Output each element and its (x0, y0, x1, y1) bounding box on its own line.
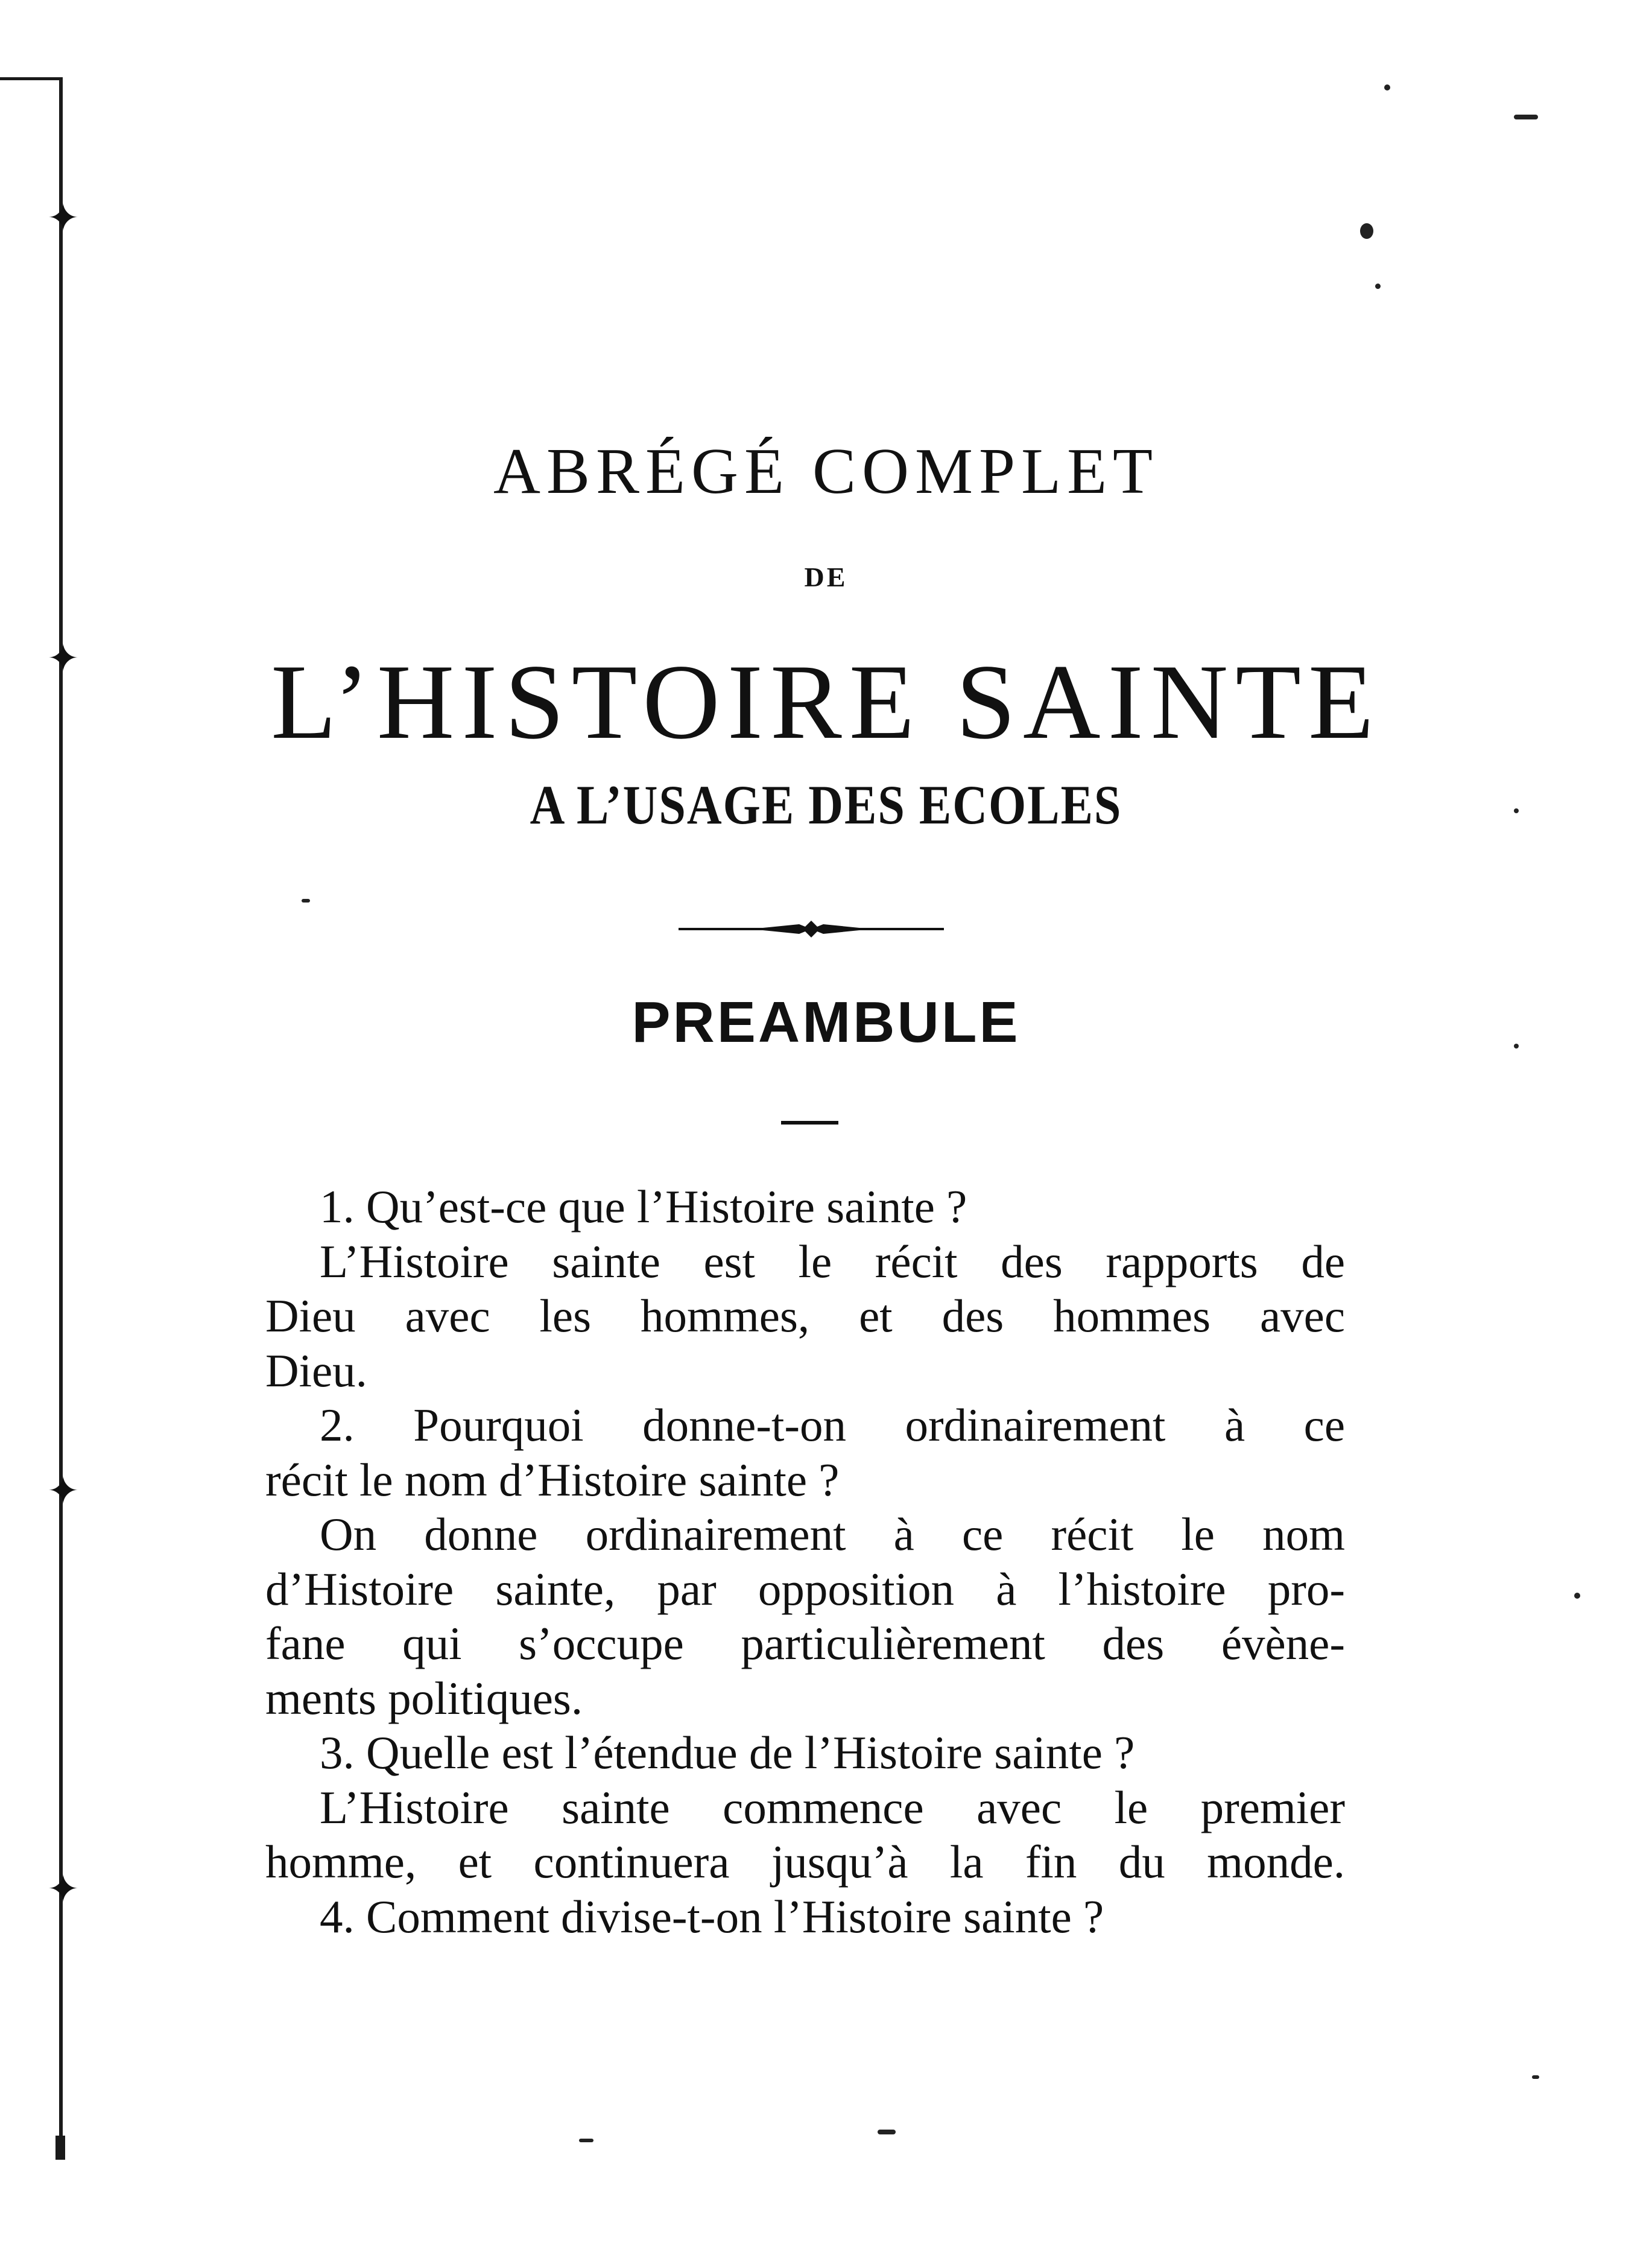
binding-ornament-icon: ✦ (47, 636, 80, 681)
text-line: 3. Quelle est l’étendue de l’Histoire sainte ? (320, 1727, 1135, 1778)
body-text (265, 1179, 1345, 1944)
binding-edge-top (0, 77, 63, 80)
text-line: homme, et continuera jusqu’à la fin du monde. (265, 1836, 1345, 1888)
binding-margin-line (59, 78, 63, 2154)
scan-speck (1574, 1593, 1580, 1599)
binding-ornament-icon: ✦ (47, 196, 80, 241)
book-subtitle: A L’USAGE DES ECOLES (530, 775, 1122, 836)
scan-speck (878, 2130, 896, 2134)
scan-speck (1514, 115, 1538, 119)
text-line: 1. Qu’est-ce que l’Histoire sainte ? (320, 1181, 967, 1233)
scan-speck (1375, 284, 1381, 289)
text-line: d’Histoire sainte, par opposition à l’histoire pro- (265, 1562, 1345, 1615)
binding-ornament-icon: ✦ (47, 1867, 80, 1912)
fleuron-rule-icon (679, 917, 944, 941)
text-line: Dieu avec les hommes, et des hommes avec (265, 1290, 1345, 1342)
text-line: 4. Comment divise-t-on l’Histoire sainte ? (320, 1890, 1104, 1943)
binding-ornament-icon: ✦ (47, 1469, 80, 1514)
book-title-line-1: ABRÉGÉ COMPLET (493, 436, 1159, 507)
binding-edge-bottom (55, 2136, 65, 2160)
scan-speck (1384, 84, 1390, 90)
text-line: 2. Pourquoi donne-t-on ordinairement à ce (320, 1399, 1345, 1451)
book-title-connector: DE (804, 562, 848, 592)
scan-speck (1360, 223, 1373, 239)
text-line: ments politiques. (265, 1672, 583, 1724)
section-divider (781, 1121, 838, 1125)
text-line: On donne ordinairement à ce récit le nom (320, 1508, 1345, 1560)
text-line: Dieu. (265, 1344, 367, 1397)
section-title: PREAMBULE (631, 990, 1021, 1055)
scan-speck (302, 899, 310, 903)
text-line: fane qui s’occupe particulièrement des évène- (265, 1617, 1345, 1669)
scan-speck (1532, 2075, 1539, 2079)
text-line: L’Histoire sainte est le récit des rapports de (320, 1235, 1345, 1287)
scan-speck (579, 2139, 593, 2142)
text-line: récit le nom d’Histoire sainte ? (265, 1453, 840, 1506)
book-title-main: L’HISTOIRE SAINTE (271, 642, 1381, 761)
text-line: L’Histoire sainte commence avec le premier (320, 1781, 1345, 1833)
